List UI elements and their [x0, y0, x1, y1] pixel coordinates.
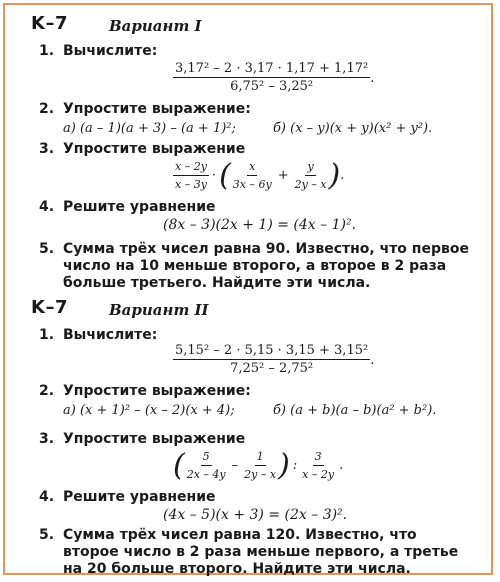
v1-task3-text: Упростите выражение: [63, 141, 246, 157]
v2-t3-frac3-bottom: x – 2y: [302, 468, 335, 481]
v2-task2-part-a: а) (x + 1)² – (x – 2)(x + 4);: [63, 403, 235, 418]
v1-t3-frac3-top: y: [305, 159, 315, 176]
v2-task4-text: Решите уравнение: [63, 489, 216, 505]
v1-task4-number: 4.: [39, 199, 55, 215]
v2-task1-number: 1.: [39, 327, 55, 343]
v1-task4-text: Решите уравнение: [63, 199, 216, 215]
v1-task2-number: 2.: [39, 101, 55, 117]
v1-task3-expression: $\frac{x - 2y}{x - 3y}$ · ( $\frac{x}{3x - 6y}$ + $\frac{y}{2y - x}$ ) .: [175, 157, 345, 193]
v2-t3-frac1-top: 5: [201, 449, 212, 466]
v1-task1-text: Вычислите:: [63, 43, 158, 59]
v1-task2-part-b: б) (x – y)(x + y)(x² + y²).: [273, 121, 433, 136]
v2-task3-text: Упростите выражение: [63, 431, 246, 447]
variant2-code: K–7: [31, 297, 68, 318]
v1-task1-numerator: 3,17² – 2 · 3,17 · 1,17 + 1,17²: [175, 61, 369, 76]
v2-t3-frac1-bottom: 2x – 4y: [186, 468, 226, 481]
v2-task1-denominator: 7,25² – 2,75²: [230, 361, 314, 376]
v2-task5-number: 5.: [39, 527, 55, 543]
v1-task5-number: 5.: [39, 241, 55, 257]
v2-task2-part-b: б) (a + b)(a – b)(a² + b²).: [273, 403, 437, 418]
v2-task2-number: 2.: [39, 383, 55, 399]
v2-t3-frac3-top: 3: [313, 449, 324, 466]
v2-t3-frac2-bottom: 2y – x: [244, 468, 277, 481]
v1-task1-fraction: $\frac{\text{3,17² – 2 · 3,17 · 1,17 + 1,17²}}{\text{6,75² – 3,25²}}$ .: [175, 61, 375, 94]
v1-t3-frac1-top: x – 2y: [173, 159, 209, 176]
v2-t3-frac2-top: 1: [255, 449, 266, 466]
v2-task4-equation: (4x – 5)(x + 3) = (2x – 3)².: [163, 507, 348, 523]
v1-t3-frac1-bottom: x – 3y: [175, 178, 207, 191]
v1-t3-frac3-bottom: 2y – x: [294, 178, 327, 191]
v1-task5-text: Сумма трёх чисел равна 90. Известно, что первое число на 10 меньше второго, а второе в 2 раза больше третьего. Найдите эти числа.: [63, 241, 469, 291]
v2-task1-numerator: 5,15² – 2 · 5,15 · 3,15 + 3,15²: [175, 343, 369, 358]
variant1-title: Вариант I: [109, 17, 202, 35]
v1-t3-frac2-bottom: 3x – 6y: [232, 178, 272, 191]
v2-task1-text: Вычислите:: [63, 327, 158, 343]
v1-task1-denominator: 6,75² – 3,25²: [230, 79, 314, 94]
v2-task2-text: Упростите выражение:: [63, 383, 251, 399]
v1-task2-text: Упростите выражение:: [63, 101, 251, 117]
variant2-title: Вариант II: [109, 301, 209, 319]
v2-task4-number: 4.: [39, 489, 55, 505]
v1-t3-frac2-top: x: [247, 159, 257, 176]
v2-task3-number: 3.: [39, 431, 55, 447]
v2-task1-fraction: $\frac{\text{5,15² – 2 · 5,15 · 3,15 + 3,15²}}{\text{7,25² – 2,75²}}$ .: [175, 343, 375, 376]
v1-task2-part-a: а) (a – 1)(a + 3) – (a + 1)²;: [63, 121, 236, 136]
variant1-code: K–7: [31, 13, 68, 34]
v1-task3-number: 3.: [39, 141, 55, 157]
v1-task4-equation: (8x – 3)(2x + 1) = (4x – 1)².: [163, 217, 357, 233]
worksheet: [3, 3, 493, 575]
v1-task1-number: 1.: [39, 43, 55, 59]
v2-task5-text: Сумма трёх чисел равна 120. Известно, что второе число в 2 раза меньше первого, а третье на 20 больше второго. Найдите эти числа.: [63, 527, 459, 577]
v2-task3-expression: ( $\frac{5}{2x - 4y}$ – $\frac{1}{2y - x}$ ) : $\frac{3}{x - 2y}$ .: [173, 447, 344, 483]
